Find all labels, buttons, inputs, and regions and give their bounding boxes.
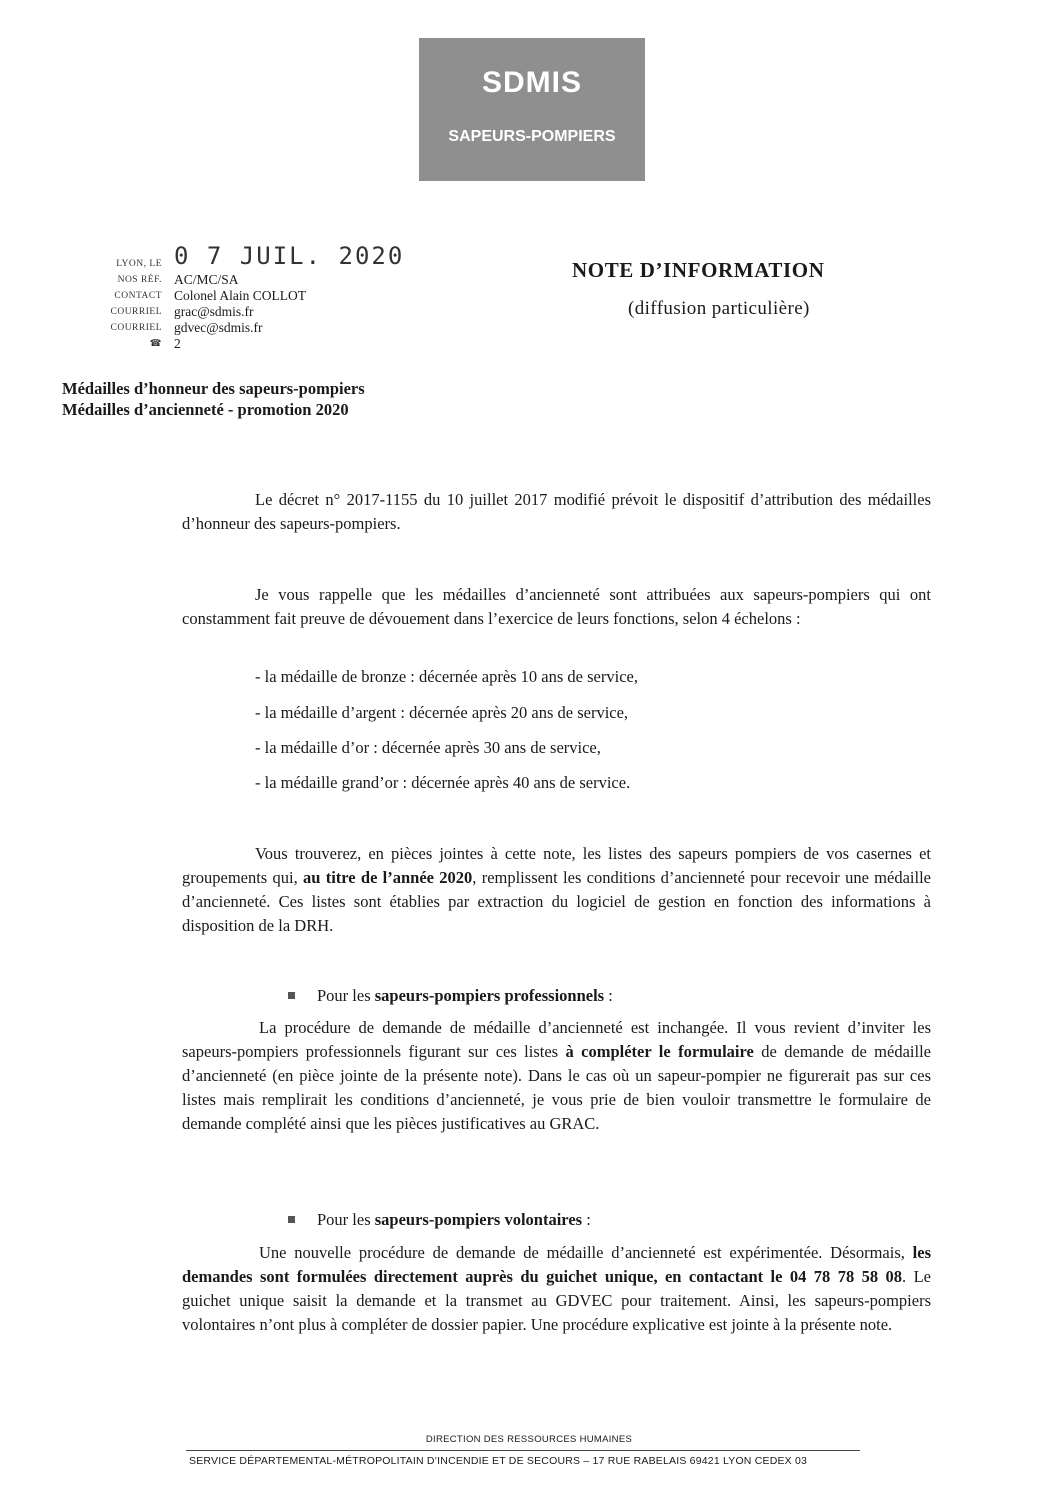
paragraph-lists: [182, 842, 931, 938]
bullet-square-icon: [288, 992, 295, 999]
reference-block: [60, 242, 405, 352]
text-run: Une nouvelle procédure de demande de médaille d’ancienneté est expérimentée. Désormais,: [259, 1243, 913, 1262]
section-heading-volunteers: [288, 1210, 591, 1230]
meta-row-ref: [60, 272, 404, 288]
text-run: , remplissent les conditions d’ancienneté pour recevoir une médaille d’ancienneté. Ces listes sont établies par extraction du logiciel de gestion en fonction des informations à disposition de la DRH.: [182, 868, 931, 935]
meta-key: COURRIEL: [110, 323, 162, 333]
logo-title: SDMIS: [481, 66, 582, 99]
meta-value: Colonel Alain COLLOT: [174, 288, 306, 303]
footer-address: SERVICE DÉPARTEMENTAL-MÉTROPOLITAIN D’INCENDIE ET DE SECOURS – 17 RUE RABELAIS 69421 LYON CEDEX 03: [189, 1455, 808, 1467]
text-run: de demande de médaille d’ancienneté (en pièce jointe de la présente note). Dans le cas où un sapeur-pompier ne figurerait pas sur ces listes mais remplirait les conditions d’ancienneté, je vous prie de bien vouloir transmettre le formulaire de demande complété ainsi que les pièces justificatives au GRAC.: [182, 1042, 931, 1133]
paragraph-volunteers: [182, 1241, 931, 1337]
text-run-bold: sapeurs-pompiers volontaires: [374, 1210, 583, 1229]
text-run: La procédure de demande de médaille d’ancienneté est inchangée. Il vous revient d’inviter les sapeurs-pompiers professionnels figurant sur ces listes: [182, 1018, 931, 1061]
meta-row-email-1: [60, 304, 404, 320]
subject-line: Médailles d’ancienneté - promotion 2020: [62, 400, 349, 419]
paragraph-professionals: [182, 1016, 931, 1136]
text-run: Vous trouverez, en pièces jointes à cette note, les listes des sapeurs pompiers de vos casernes et groupements qui,: [182, 844, 931, 887]
document-subtitle: (diffusion particulière): [628, 298, 810, 319]
sdmis-logo: [419, 38, 645, 181]
meta-row-email-2: [60, 320, 404, 336]
bullet-square-icon: [288, 1216, 295, 1223]
footer-direction: DIRECTION DES RESSOURCES HUMAINES: [425, 1434, 633, 1445]
meta-value: gdvec@sdmis.fr: [174, 320, 263, 335]
text-run-bold: à compléter le formulaire: [565, 1042, 754, 1061]
paperclip-icon: ☎: [149, 339, 162, 349]
text-run-bold: au titre de l’année 2020: [303, 868, 473, 887]
logo-subtitle: SAPEURS-POMPIERS: [448, 128, 616, 145]
section-heading-professionals: [288, 986, 613, 1006]
meta-row-contact: [60, 288, 404, 304]
list-item: - la médaille de bronze : décernée après 10 ans de service,: [255, 667, 638, 686]
text-run: :: [604, 986, 613, 1005]
meta-value: AC/MC/SA: [174, 272, 239, 287]
text-run: Pour les: [317, 986, 375, 1005]
list-item: - la médaille d’argent : décernée après 20 ans de service,: [255, 703, 629, 722]
document-title: NOTE D’INFORMATION: [572, 258, 825, 282]
meta-value: 2: [174, 336, 181, 351]
paragraph-echelons: Je vous rappelle que les médailles d’ancienneté sont attribuées aux sapeurs-pompiers qui ont constamment fait preuve de dévouement dans l’exercice de leurs fonctions, selon 4 échelons :: [182, 585, 931, 628]
subject-line: Médailles d’honneur des sapeurs-pompiers: [62, 379, 365, 398]
text-run-bold: les demandes sont formulées directement auprès du guichet unique, en contactant le 04 78 78 58 08: [182, 1243, 931, 1286]
meta-row-date: [60, 242, 405, 272]
meta-value: grac@sdmis.fr: [174, 304, 254, 319]
meta-key: NOS RÉF.: [117, 275, 162, 285]
list-item: - la médaille d’or : décernée après 30 ans de service,: [255, 738, 601, 757]
date-stamp: 0 7 JUIL. 2020: [174, 242, 405, 270]
text-run: Pour les: [317, 1210, 375, 1229]
meta-key: LYON, LE: [116, 259, 162, 269]
footer-divider: [186, 1450, 860, 1451]
subject-block: [62, 378, 365, 420]
meta-key: CONTACT: [114, 291, 162, 301]
text-run: . Le guichet unique saisit la demande et la transmet au GDVEC pour traitement. Ainsi, les sapeurs-pompiers volontaires n’ont plus à compléter de dossier papier. Une procédure explicative est jointe à la présente note.: [182, 1267, 931, 1334]
text-run-bold: sapeurs-pompiers professionnels: [374, 986, 605, 1005]
list-item: - la médaille grand’or : décernée après 40 ans de service.: [255, 773, 631, 792]
text-run: :: [582, 1210, 591, 1229]
meta-key: COURRIEL: [110, 307, 162, 317]
meta-row-attachments: [60, 336, 404, 352]
paragraph-decree: Le décret n° 2017-1155 du 10 juillet 2017 modifié prévoit le dispositif d’attribution des médailles d’honneur des sapeurs-pompiers.: [182, 490, 931, 533]
